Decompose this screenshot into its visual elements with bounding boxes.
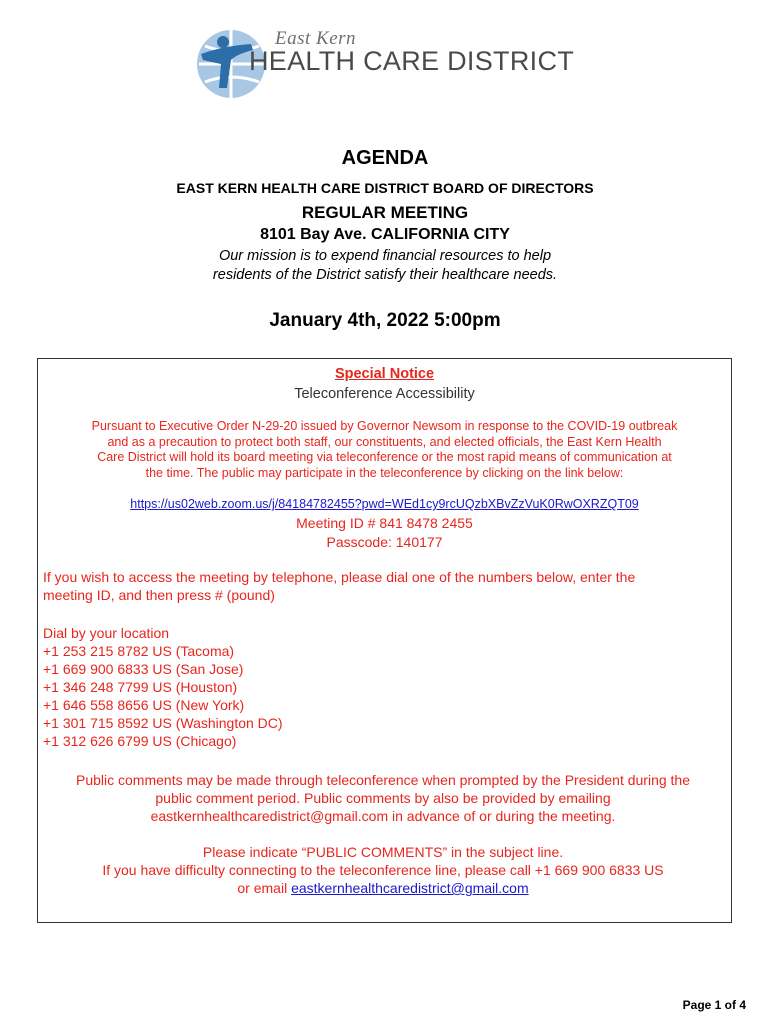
email-link[interactable]: eastkernhealthcaredistrict@gmail.com [291,880,529,896]
paragraph-line: Pursuant to Executive Order N-29-20 issued by Governor Newsom in response to the COVID-19 outbreak [91,419,678,433]
email-prefix: or email [237,880,288,896]
meeting-credentials [38,514,731,552]
email-line [43,879,723,897]
dial-heading: Dial by your location [43,625,170,641]
paragraph-line: Care District will hold its board meeting via teleconference or the most rapid means of communication at [97,450,672,464]
page-number: Page 1 of 4 [682,998,746,1012]
contact-instructions [43,843,723,897]
public-comment-line: public comment period. Public comments by also be provided by emailing [155,790,611,806]
special-notice-box [37,358,732,923]
public-comment-line: Public comments may be made through teleconference when prompted by the President during the [75,772,691,788]
zoom-link-row [38,497,731,511]
dial-number: +1 301 715 8592 US (Washington DC) [43,715,283,731]
board-heading: EAST KERN HEALTH CARE DISTRICT BOARD OF DIRECTORS [176,180,594,196]
mission-statement [0,247,770,285]
meeting-type: REGULAR MEETING [301,203,469,222]
public-comment-line: eastkernhealthcaredistrict@gmail.com in advance of or during the meeting. [150,808,616,824]
public-comments [43,771,723,825]
meeting-date: January 4th, 2022 5:00pm [269,310,501,331]
agenda-title: AGENDA [341,147,429,169]
mission-line: residents of the District satisfy their healthcare needs. [212,267,558,283]
paragraph-line: the time. The public may participate in the teleconference by clicking on the link below: [145,465,624,480]
meeting-id: Meeting ID # 841 8478 2455 [296,515,473,531]
logo-east-kern: East Kern [275,28,357,49]
phone-line: If you wish to access the meeting by telephone, please dial one of the numbers below, enter the [43,569,636,585]
paragraph-line: and as a precaution to protect both staff, our constituents, and elected officials, the East Kern Health [107,434,662,449]
meeting-address: 8101 Bay Ave. CALIFORNIA CITY [260,226,510,243]
dial-number: +1 253 215 8782 US (Tacoma) [43,643,235,659]
dial-number: +1 346 248 7799 US (Houston) [43,679,238,695]
zoom-link[interactable]: https://us02web.zoom.us/j/84184782455?pwd=WEd1cy9rcUQzbXBvZzVuK0RwOXRZQT09 [130,497,639,511]
notice-subtitle: Teleconference Accessibility [294,386,475,402]
indicate-line: Please indicate “PUBLIC COMMENTS” in the subject line. [202,844,564,860]
dial-number: +1 669 900 6833 US (San Jose) [43,661,244,677]
dial-number: +1 646 558 8656 US (New York) [43,697,245,713]
mission-line: Our mission is to expend financial resources to help [218,248,552,264]
passcode: Passcode: 140177 [326,534,443,550]
notice-title: Special Notice [334,366,435,382]
phone-instructions [43,568,723,604]
dial-number: +1 312 626 6799 US (Chicago) [43,733,237,749]
difficulty-line: If you have difficulty connecting to the teleconference line, please call +1 669 900 6833 US [102,862,664,878]
notice-paragraph [52,419,717,481]
phone-line: meeting ID, and then press # (pound) [43,587,275,603]
logo-district-name: HEALTH CARE DISTRICT [249,46,575,76]
dial-list [43,624,723,750]
district-logo [193,24,583,104]
